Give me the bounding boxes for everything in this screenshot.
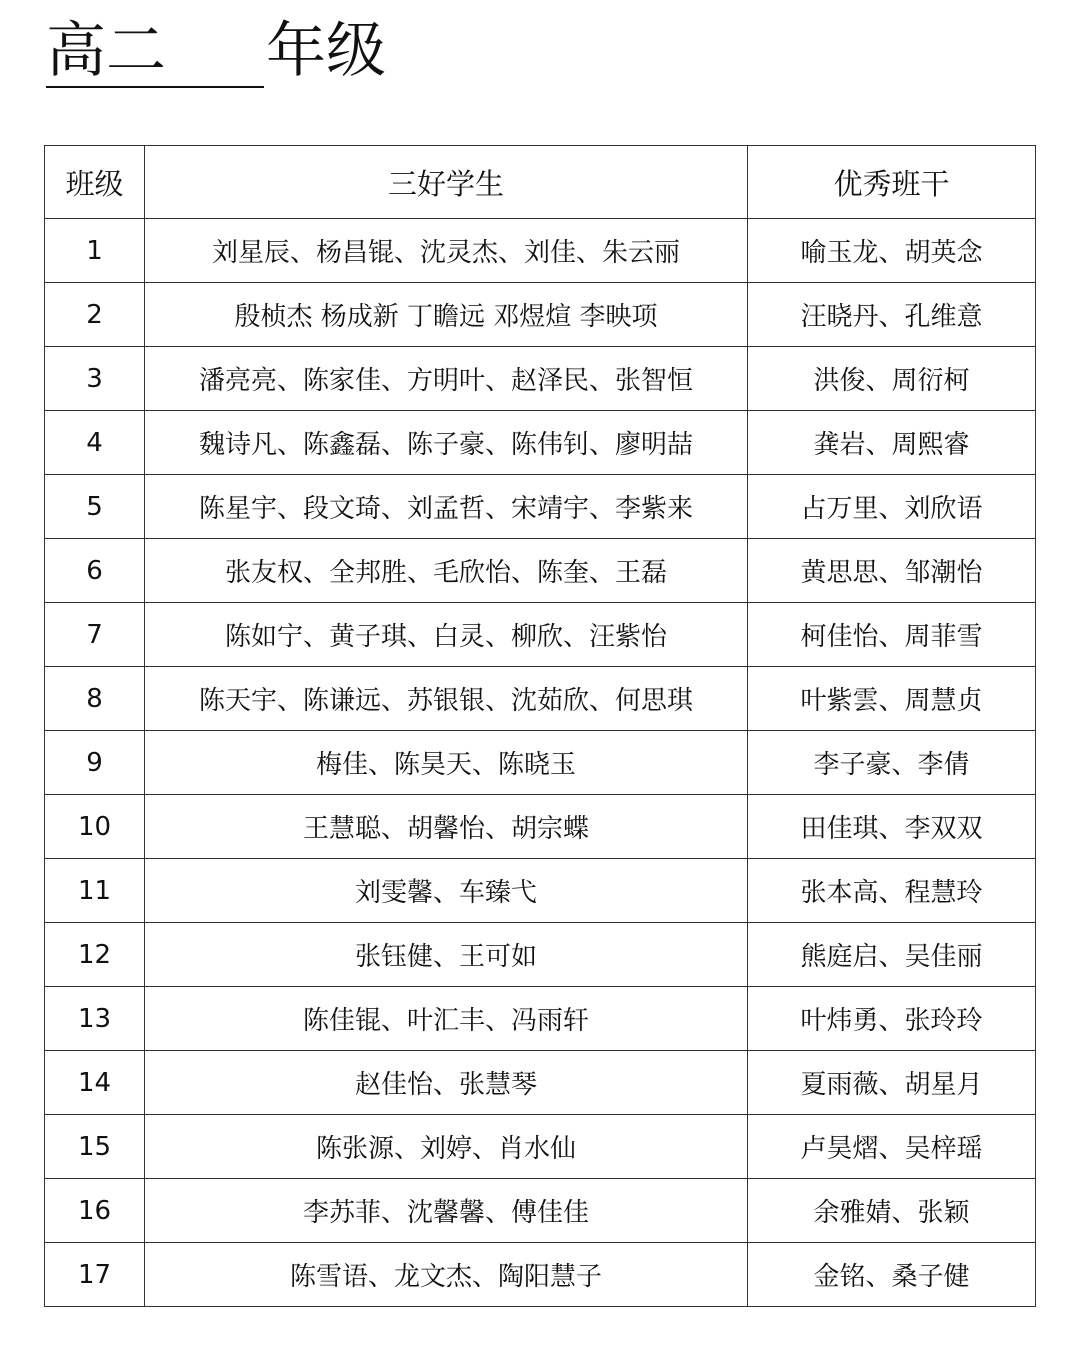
cell-leaders: 洪俊、周衍柯 [748,347,1036,411]
cell-students: 殷桢杰 杨成新 丁瞻远 邓煜煊 李映项 [145,283,748,347]
page-title [46,12,406,92]
cell-leaders: 黄思思、邹潮怡 [748,539,1036,603]
table-header-row [45,146,1036,219]
grade-suffix: 年级 [266,16,386,86]
cell-students: 张友权、全邦胜、毛欣怡、陈奎、王磊 [145,539,748,603]
cell-students: 刘星辰、杨昌锟、沈灵杰、刘佳、朱云丽 [145,219,748,283]
cell-class: 1 [45,219,145,283]
table-row [45,923,1036,987]
grade-name: 高二 [46,16,166,86]
cell-class: 4 [45,411,145,475]
cell-leaders: 田佳琪、李双双 [748,795,1036,859]
table-row [45,987,1036,1051]
table-row [45,539,1036,603]
table-row [45,411,1036,475]
cell-leaders: 喻玉龙、胡英念 [748,219,1036,283]
cell-students: 魏诗凡、陈鑫磊、陈子豪、陈伟钊、廖明喆 [145,411,748,475]
table-row [45,1243,1036,1307]
table-body [45,219,1036,1307]
cell-class: 7 [45,603,145,667]
cell-students: 刘雯馨、车臻弋 [145,859,748,923]
column-header-class: 班级 [45,146,145,219]
cell-students: 李苏菲、沈馨馨、傅佳佳 [145,1179,748,1243]
cell-leaders: 金铭、桑子健 [748,1243,1036,1307]
cell-leaders: 叶紫雲、周慧贞 [748,667,1036,731]
cell-class: 14 [45,1051,145,1115]
table-row [45,1179,1036,1243]
cell-students: 陈雪语、龙文杰、陶阳慧子 [145,1243,748,1307]
grade-underline [46,86,264,88]
cell-students: 陈如宁、黄子琪、白灵、柳欣、汪紫怡 [145,603,748,667]
table-row [45,475,1036,539]
cell-leaders: 叶炜勇、张玲玲 [748,987,1036,1051]
table-row [45,219,1036,283]
table-row [45,347,1036,411]
table-row [45,667,1036,731]
cell-leaders: 占万里、刘欣语 [748,475,1036,539]
cell-class: 11 [45,859,145,923]
cell-class: 8 [45,667,145,731]
honors-table [44,145,1036,1307]
cell-class: 6 [45,539,145,603]
table-row [45,731,1036,795]
cell-class: 15 [45,1115,145,1179]
table-row [45,1051,1036,1115]
cell-students: 张钰健、王可如 [145,923,748,987]
cell-leaders: 余雅婧、张颖 [748,1179,1036,1243]
cell-leaders: 卢昊熠、吴梓瑶 [748,1115,1036,1179]
cell-class: 12 [45,923,145,987]
cell-leaders: 张本高、程慧玲 [748,859,1036,923]
cell-students: 王慧聪、胡馨怡、胡宗蝶 [145,795,748,859]
cell-students: 潘亮亮、陈家佳、方明叶、赵泽民、张智恒 [145,347,748,411]
column-header-leaders: 优秀班干 [748,146,1036,219]
cell-class: 3 [45,347,145,411]
cell-leaders: 熊庭启、吴佳丽 [748,923,1036,987]
cell-leaders: 汪晓丹、孔维意 [748,283,1036,347]
cell-class: 17 [45,1243,145,1307]
cell-students: 陈佳锟、叶汇丰、冯雨轩 [145,987,748,1051]
table-row [45,795,1036,859]
cell-class: 2 [45,283,145,347]
table-row [45,859,1036,923]
cell-leaders: 夏雨薇、胡星月 [748,1051,1036,1115]
cell-students: 陈天宇、陈谦远、苏银银、沈茹欣、何思琪 [145,667,748,731]
cell-students: 陈张源、刘婷、肖水仙 [145,1115,748,1179]
table-row [45,603,1036,667]
table-row [45,1115,1036,1179]
cell-students: 赵佳怡、张慧琴 [145,1051,748,1115]
cell-class: 9 [45,731,145,795]
cell-class: 5 [45,475,145,539]
cell-class: 10 [45,795,145,859]
cell-class: 16 [45,1179,145,1243]
cell-leaders: 柯佳怡、周菲雪 [748,603,1036,667]
cell-leaders: 李子豪、李倩 [748,731,1036,795]
cell-leaders: 龚岩、周熙睿 [748,411,1036,475]
cell-students: 梅佳、陈昊天、陈晓玉 [145,731,748,795]
cell-class: 13 [45,987,145,1051]
column-header-students: 三好学生 [145,146,748,219]
cell-students: 陈星宇、段文琦、刘孟哲、宋靖宇、李紫来 [145,475,748,539]
table-row [45,283,1036,347]
